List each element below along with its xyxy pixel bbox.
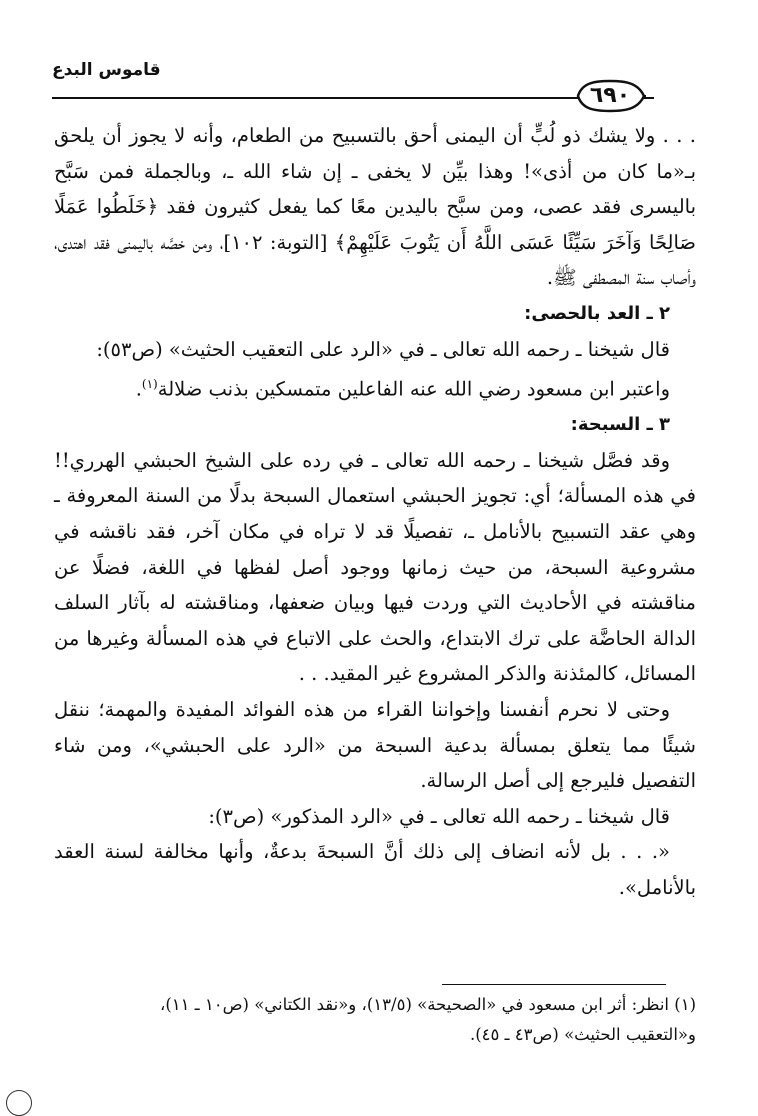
footnote-ref-1[interactable]: (١) bbox=[141, 377, 158, 392]
paragraph-1: . . . ولا يشك ذو لُبٍّ أن اليمنى أحق بالتسبيح من الطعام، وأنه لا يجوز أن يلحق بـ«ما كان من أذى»! وهذا بيِّن لا يخفى ـ إن شاء الله ـ، وبالجملة فمن سَبَّح باليسرى فقد عصى، ومن سبَّح باليدين معًا كما يفعل كثيرون فقد ﴿خَلَطُوا عَمَلًا صَالِحًا وَآخَرَ سَيِّئًا عَسَى اللَّهُ أَن يَتُوبَ عَلَيْهِمْ﴾ [التوبة: ١٠٢]، ومن خصَّه باليمنى فقد اهتدى، وأصاب سنة المصطفى ﷺ. bbox=[54, 124, 696, 290]
page-number-badge bbox=[574, 79, 646, 113]
page-number: ٦٩٠ bbox=[589, 83, 631, 108]
paragraph-7: «. . . بل لأنه انضاف إلى ذلك أنَّ السبحةَ بدعةٌ، وأنها مخالفة لسنة العقد بالأنامل». bbox=[54, 840, 696, 899]
footnote-1-line-1: (١) انظر: أثر ابن مسعود في «الصحيحة» (١٣/٥)، و«نقد الكتاني» (ص١٠ ـ ١١)، bbox=[160, 995, 696, 1014]
paragraph-5: وحتى لا نحرم أنفسنا وإخواننا القراء من هذه الفوائد المفيدة والمهمة؛ ننقل شيئًا مما يتعلق بمسألة بدعية السبحة من «الرد على الحبشي»، ومن شاء التفصيل فليرجع إلى أصل الرسالة. bbox=[54, 698, 696, 793]
paragraph-3-text: واعتبر ابن مسعود رضي الله عنه الفاعلين متمسكين بذنب ضلالة bbox=[157, 377, 670, 401]
main-text bbox=[54, 118, 696, 906]
paragraph-2: قال شيخنا ـ رحمه الله تعالى ـ في «الرد على التعقيب الحثيث» (ص٥٣): bbox=[96, 337, 670, 361]
header-rule bbox=[52, 97, 654, 99]
paragraph-4: وقد فصَّل شيخنا ـ رحمه الله تعالى ـ في رده على الشيخ الحبشي الهرري!! في هذه المسألة؛ أي: تجويز الحبشي استعمال السبحة بدلًا من السنة المعروفة ـ وهي عقد التسبيح بالأنامل ـ، تفصيلًا قد لا تراه في مكان آخر، فقد ناقشه في مشروعية السبحة، من حيث زمانها ووجود أصل لفظها في اللغة، فضلًا عن مناقشته في الأحاديث التي وردت فيها وبيان ضعفها، ومناقشته له بآثار السلف الدالة الحاضَّة على ترك الابتداع، والحث على الاتباع في هذه المسألة وغيرها من المسائل، كالمئذنة والذكر المشروع غير المقيد. . . bbox=[54, 448, 696, 686]
footnote-rule bbox=[442, 984, 666, 985]
footnote-1-line-2: و«التعقيب الحثيث» (ص٤٣ ـ ٤٥). bbox=[469, 1025, 696, 1044]
running-title: قاموس البدع bbox=[52, 60, 161, 80]
heading-rosary: ٣ ـ السبحة: bbox=[570, 414, 670, 436]
paragraph-3-end: . bbox=[135, 377, 142, 401]
paragraph-3 bbox=[54, 367, 696, 407]
paragraph-6: قال شيخنا ـ رحمه الله تعالى ـ في «الرد المذكور» (ص٣): bbox=[208, 804, 670, 828]
footnotes bbox=[54, 990, 696, 1050]
scan-corner-mark bbox=[6, 1090, 32, 1116]
heading-counting-pebbles: ٢ ـ العد بالحصى: bbox=[524, 302, 670, 324]
